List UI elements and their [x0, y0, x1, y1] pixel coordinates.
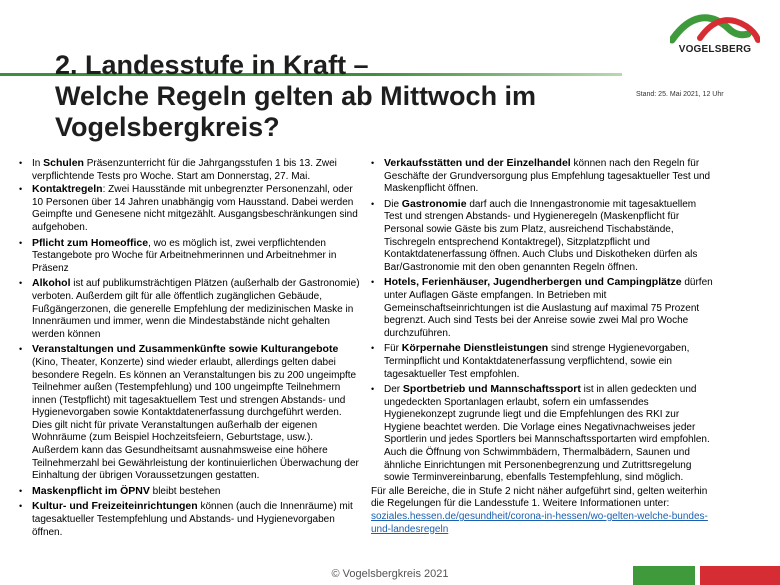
page-title — [55, 50, 625, 143]
info-link[interactable]: soziales.hessen.de/gesundheit/corona-in-hessen/wo-gelten-welche-bundes-und-landesregeln — [371, 511, 708, 535]
list-item: • Der Sportbetrieb und Mannschaftssport ist in allen gedeckten und ungedeckten Sportanlagen erlaubt, sofern ein umfassendes Hygienekonzept zugrunde liegt und die Empfehlungen des RKI zur Hygiene beachtet werden. Die Vorlage eines Negativnachweises jeder Sportlerin und jedes Sportlers bei Mannschaftssportarten wird empfohlen. Auch die Öffnung von Schwimmbädern, Thermalbädern, Saunen und ähnliche Einrichtungen mit Personenbegrenzung und Zutrittsregelung sowie Terminvereinbarung, ebenfalls Testempfehlung, sind möglich. — [371, 383, 710, 484]
logo-text: VOGELSBERG — [678, 44, 752, 55]
left-column — [19, 157, 361, 539]
bullet-icon: • — [371, 384, 375, 395]
stand-date: Stand: 25. Mai 2021, 12 Uhr — [636, 91, 724, 98]
list-item: • Veranstaltungen und Zusammenkünfte sowie Kulturangebote (Kino, Theater, Konzerte) sind wieder erlaubt, allerdings gelten dabei besondere Regeln. Es können an Veranstaltungen bis zu 200 ungeimpfte Teilnehmer außen (Testempfehlung) und 100 ungeimpfte Teilnehmern innen (Testpflicht) mit tagesaktuellem Test und strengen Abstands- und Hygienevorgaben sowie Kontaktdatenerfassung durchgeführt werden. Dies gilt nicht für private Veranstaltungen außerhalb der eigenen Wohnräume (zum Beispiel Hochzeitsfeiern, Geburtstage, usw.). Außerdem kann das Gesundheitsamt ausnahmsweise eine höhere Teilnehmerzahl bei Gewährleistung der kontinuierlichen Überwachung der Einhaltung der übrigen Voraussetzungen gestatten. — [19, 343, 359, 482]
logo-mark-icon — [670, 8, 760, 44]
closing-text: Für alle Bereiche, die in Stufe 2 nicht näher aufgeführt sind, gelten weiterhin die Regelungen für die Landesstufe 1. Weitere Informationen unter: — [371, 485, 708, 510]
vogelsberg-logo — [660, 8, 770, 58]
list-item: • Alkohol ist auf publikumsträchtigen Plätzen (außerhalb der Gastronomie) verboten. Außerdem gilt für alle öffentlich zugänglichen Gebäude, Fußgängerzonen, die generelle Empfehlung der medizinischen Maske in Innenräumen und immer, wenn die Mindestabstände nicht gehalten werden können — [19, 277, 360, 340]
bullet-icon: • — [371, 198, 375, 209]
bullet-icon: • — [19, 501, 23, 512]
closing-note — [371, 486, 717, 536]
list-item: • In Schulen Präsenzunterricht für die Jahrgangsstufen 1 bis 13. Zwei verpflichtende Tests pro Woche. Start am Donnerstag, 27. Mai. — [19, 157, 337, 182]
title-line-3: Vogelsbergkreis? — [55, 112, 280, 142]
list-item: • Hotels, Ferienhäuser, Jugendherbergen und Campingplätze dürfen unter Auflagen Gäste empfangen. In Betrieben mit Gemeinschaftseinrichtungen ist die Auslastung auf maximal 75 Prozent begrenzt. Auch sind Tests bei der Anreise sowie zwei Mal pro Woche durchzuführen. — [371, 276, 713, 339]
list-item: • Kontaktregeln: Zwei Hausstände mit unbegrenzter Personenzahl, oder 10 Personen über 14 Jahren unabhängig vom Hausstand. Dabei werden Geimpfte und Genesene nicht mitgezählt. Ausgangsbeschränkungen sind aufgehoben. — [19, 183, 358, 233]
right-column — [371, 157, 717, 536]
footer-copyright: © Vogelsbergkreis 2021 — [331, 568, 449, 580]
bullet-icon: • — [19, 184, 23, 195]
title-line-2: Welche Regeln gelten ab Mittwoch im — [55, 81, 537, 111]
bullet-icon: • — [371, 277, 375, 288]
list-item: • Maskenpflicht im ÖPNV bleibt bestehen — [19, 484, 221, 497]
list-item: • Pflicht zum Homeoffice, wo es möglich ist, zwei verpflichtenden Testangebote pro Woche für Arbeitnehmerinnen und Arbeitnehmer in Präsenz — [19, 236, 337, 274]
list-item: • Die Gastronomie darf auch die Innengastronomie mit tagesaktuellem Test und strengen Abstands- und Hygieneregeln (Maskenpflicht für Personal sowie Gäste bis zum Platz, ausreichend Tischabstände, Tischregeln entsprechend Kontaktregel), Sitzplatzpflicht und Kontaktdatenerfassung öffnen. Auch Clubs und Diskotheken dürfen als Bar/Gastronomie mit den oben genannten Regeln öffnen. — [371, 197, 698, 273]
list-item: • Für Körpernahe Dienstleistungen sind strenge Hygienevorgaben, Terminpflicht und Kontaktdatenerfassung verpflichtend, sowie ein tagesaktueller Test empfohlen. — [371, 342, 690, 380]
bullet-icon: • — [19, 485, 23, 496]
list-item: • Kultur- und Freizeiteinrichtungen können (auch die Innenräume) mit tagesaktueller Testempfehlung und Abstands- und Hygienevorgaben öffnen. — [19, 500, 353, 538]
bullet-icon: • — [371, 343, 375, 354]
title-line-1: 2. Landesstufe in Kraft – — [55, 50, 369, 80]
list-item: • Verkaufsstätten und der Einzelhandel können nach den Regeln für Geschäfte der Grundversorgung plus Empfehlung tagesaktueller Test und Maskenpflicht öffnen. — [371, 157, 711, 195]
bullet-icon: • — [371, 158, 375, 168]
bullet-icon: • — [19, 344, 23, 355]
footer-red-bar — [700, 566, 780, 585]
footer-green-bar — [633, 566, 695, 585]
bullet-icon: • — [19, 278, 23, 289]
bullet-icon: • — [19, 158, 23, 168]
bullet-icon: • — [19, 237, 23, 248]
